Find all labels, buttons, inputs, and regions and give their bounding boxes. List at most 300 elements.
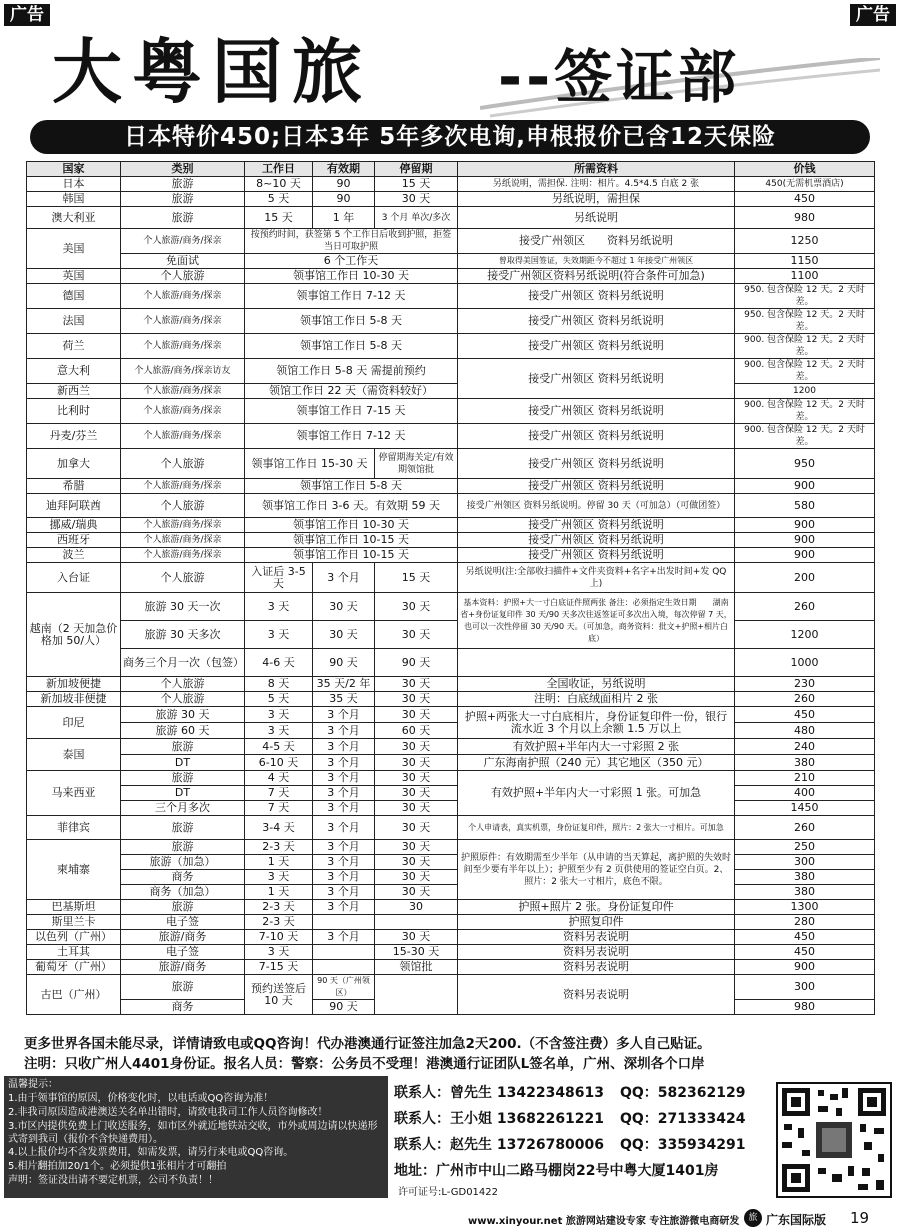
table-cell: 领事馆工作日 10-30 天 [245,269,458,284]
table-cell: 3 天 [245,593,313,621]
table-row [27,254,875,269]
table-cell: 个人旅游/商务/探亲 [121,548,245,563]
table-cell: 个人旅游/商务/探亲访友 [121,359,245,384]
table-cell: 另纸说明(注:全部收扫描件+文件夹资料+名字+出发时间+发 QQ 上) [458,563,735,593]
footer-website[interactable]: www.xinyour.net 旅游网站建设专家 专注旅游微电商研发 [468,1216,740,1227]
tip-item: 2.非我司原因造成港澳送关名单出错时，请致电我司工作人员咨询修改！ [8,1107,328,1118]
table-cell: 注明：白底绒面相片 2 张 [458,692,735,707]
table-cell: 900 [735,479,875,494]
table-cell: 美国 [27,229,121,269]
table-row [27,755,875,771]
table-cell: 领事馆工作日 10-15 天 [245,548,458,563]
table-cell: 广东海南护照（240 元）其它地区（350 元） [458,755,735,771]
table-cell: 比利时 [27,399,121,424]
table-cell: 旅游 30 天 [121,707,245,723]
table-cell: 30 天 [375,755,458,771]
table-row [27,309,875,334]
table-cell: 3 天 [245,945,313,960]
table-cell [313,915,375,930]
table-cell: 护照+两张大一寸白底相片，身份证复印件一份，银行流水近 3 个月以上余额 1.5 万以上 [458,707,735,739]
tip-item: 1.由于领事馆的原因，价格变化时，以电话或QQ咨询为准！ [8,1093,274,1104]
table-cell: 450(无需机票酒店) [735,177,875,192]
table-cell: 电子签 [121,915,245,930]
table-cell: 950 [735,449,875,479]
contact-row [394,1132,772,1158]
table-row [27,707,875,723]
address: 地址：广州市中山二路马棚岗22号中粤大厦1401房 [394,1163,719,1179]
table-cell: 6-10 天 [245,755,313,771]
table-cell: 6 个工作天 [245,254,458,269]
table-row [27,885,875,900]
table-cell: 2-3 天 [245,840,313,855]
table-cell: 900 [735,518,875,533]
table-row [27,945,875,960]
table-cell: 预约送签后 10 天 [245,975,313,1015]
table-cell: 旅游 30 天多次 [121,621,245,649]
table-cell: 900. 包含保险 12 天。2 天时差。 [735,399,875,424]
table-cell: 450 [735,945,875,960]
table-cell: 3 个月 [313,707,375,723]
table-cell: 3 个月 单次/多次 [375,207,458,229]
column-header: 工作日 [245,162,313,177]
table-cell: 波兰 [27,548,121,563]
table-cell: 1 天 [245,855,313,870]
table-cell: 个人旅游/商务/探亲 [121,309,245,334]
table-cell: 接受广州领区 资料另纸说明 [458,424,735,449]
table-cell: 电子签 [121,945,245,960]
table-cell: 3 个月 [313,801,375,816]
column-header: 类别 [121,162,245,177]
table-cell: 210 [735,771,875,786]
table-cell: 90 天（广州领区） [313,975,375,1000]
table-cell: 300 [735,855,875,870]
table-cell: 旅游 [121,771,245,786]
table-cell: 领事馆工作日 5-8 天 [245,334,458,359]
table-cell: 950. 包含保险 12 天。2 天时差。 [735,309,875,334]
table-cell: 30 天 [375,786,458,801]
table-cell: 领事馆工作日 7-12 天 [245,424,458,449]
table-cell: 旅游 [121,840,245,855]
table-cell: 护照原件：有效期需至少半年（从申请的当天算起，离护照的失效时间至少要有半年以上）；护照至少有 2 页供使用的签证空白页。2、照片：2 张大一寸相片，底色不限。 [458,840,735,900]
table-cell: 澳大利亚 [27,207,121,229]
table-cell: 7 天 [245,801,313,816]
table-cell: 挪威/瑞典 [27,518,121,533]
tip-item: 3.市区内提供免费上门收送服务，如市区外就近地铁站交收，市外或周边请以快递形式寄到我司（报价不含快递费用）。 [8,1121,378,1145]
promo-banner: 日本特价450;日本3年 5年多次电询,申根报价已含12天保险 [30,120,870,154]
table-cell: 领事馆工作日 7-12 天 [245,284,458,309]
table-cell: 3 个月 [313,755,375,771]
table-row [27,960,875,975]
table-cell: 30 天 [375,855,458,870]
table-cell: 260 [735,816,875,840]
table-cell: 1 天 [245,885,313,900]
visa-price-table [26,161,875,1015]
table-cell: 90 [313,177,375,192]
table-cell: 迪拜阿联酋 [27,494,121,518]
table-row [27,786,875,801]
table-cell: 韩国 [27,192,121,207]
table-cell: 旅游 [121,739,245,755]
table-cell: 900 [735,548,875,563]
table-cell: 旅游 [121,207,245,229]
table-cell: 日本 [27,177,121,192]
qr-code-graphic [778,1084,890,1196]
table-cell: 接受广州领区 资料另纸说明 [458,229,735,254]
table-cell: 30 天 [375,771,458,786]
table-cell: 英国 [27,269,121,284]
table-cell: 260 [735,692,875,707]
page-number: 19 [850,1209,870,1227]
table-cell: 30 天 [375,870,458,885]
table-cell: 德国 [27,284,121,309]
table-row [27,975,875,1000]
table-cell: 印尼 [27,707,121,739]
table-cell: 60 天 [375,723,458,739]
table-cell: 个人旅游 [121,494,245,518]
table-row [27,533,875,548]
table-cell: 基本资料：护照+大一寸白底证件照两张 备注：必须指定生效日期 湖南省+身份证复印件 30 天/90 天多次往返签证可多次出入境，每次停留 7 天，也可以一次性停留 30 天/90 天。（可加急，商务资料：批文+护照+相片白底） [458,593,735,649]
table-cell: 菲律宾 [27,816,121,840]
table-cell: 3 天 [245,621,313,649]
table-cell: 西班牙 [27,533,121,548]
table-row [27,930,875,945]
table-row [27,816,875,840]
table-cell: 1 年 [313,207,375,229]
table-cell: 全国收证，另纸说明 [458,677,735,692]
table-cell: 30 天 [375,593,458,621]
table-cell: 30 天 [313,593,375,621]
table-cell: 另纸说明 [458,207,735,229]
table-cell: 1200 [735,384,875,399]
table-row [27,449,875,479]
table-cell: 450 [735,930,875,945]
table-cell: 法国 [27,309,121,334]
table-cell: 380 [735,885,875,900]
table-cell: 400 [735,786,875,801]
table-cell: 8 天 [245,677,313,692]
table-cell: 接受广州领区 资料另纸说明 [458,479,735,494]
table-cell: 个人旅游/商务/探亲 [121,384,245,399]
table-cell: 5 天 [245,692,313,707]
table-cell: 3 个月 [313,930,375,945]
table-row [27,479,875,494]
table-cell: 个人旅游/商务/探亲 [121,334,245,359]
table-cell: 30 [375,900,458,915]
table-cell: 丹麦/芬兰 [27,424,121,449]
table-cell: 3 个月 [313,870,375,885]
table-cell: 接受广州领区资料另纸说明(符合条件可加急) [458,269,735,284]
tips-title: 温馨提示： [8,1079,58,1090]
table-row [27,384,875,399]
contact-qq[interactable]: QQ：271333424 [620,1111,746,1127]
table-cell: 3 个月 [313,840,375,855]
table-cell: 斯里兰卡 [27,915,121,930]
table-cell: 380 [735,755,875,771]
table-cell: 35 天 [313,692,375,707]
table-cell: 2-3 天 [245,915,313,930]
table-cell: 230 [735,677,875,692]
table-cell: 3 个月 [313,771,375,786]
table-cell: 资料另表说明 [458,960,735,975]
table-cell: 领馆工作日 22 天（需资料较好） [245,384,458,399]
table-cell: 个人旅游/商务/探亲 [121,229,245,254]
table-row [27,284,875,309]
table-cell: 15 天 [375,177,458,192]
table-cell: 30 天 [313,621,375,649]
table-cell: 个人旅游 [121,449,245,479]
table-cell: 240 [735,739,875,755]
ad-label-left: 广告 [4,4,50,26]
table-cell: 接受广州领区 资料另纸说明。停留 30 天（可加急）（可做团签） [458,494,735,518]
table-row [27,801,875,816]
table-cell: 3 天 [245,707,313,723]
table-cell: 接受广州领区 资料另纸说明 [458,533,735,548]
table-cell: 380 [735,870,875,885]
table-row [27,900,875,915]
table-cell: 3 个月 [313,723,375,739]
table-cell: 越南（2 天加急价格加 50/人） [27,593,121,677]
table-cell: 3-4 天 [245,816,313,840]
table-cell: 900 [735,960,875,975]
table-cell: 3 天 [245,870,313,885]
table-row [27,229,875,254]
table-row [27,739,875,755]
tip-item: 4.以上报价均不含发票费用，如需发票，请另行来电或QQ咨询。 [8,1147,294,1158]
table-cell: 3 个月 [313,855,375,870]
table-cell: 免面试 [121,254,245,269]
table-cell [375,975,458,1015]
table-cell: 1200 [735,621,875,649]
table-cell: 新加坡便捷 [27,677,121,692]
table-cell: 接受广州领区 资料另纸说明 [458,449,735,479]
table-row [27,771,875,786]
table-cell: 7 天 [245,786,313,801]
table-cell: 3 个月 [313,563,375,593]
table-cell: 1150 [735,254,875,269]
table-cell: 950. 包含保险 12 天。2 天时差。 [735,284,875,309]
table-cell: 2-3 天 [245,900,313,915]
table-cell [313,960,375,975]
table-cell: 意大利 [27,359,121,384]
table-cell: 3 个月 [313,786,375,801]
table-cell: DT [121,755,245,771]
table-row [27,494,875,518]
table-row [27,563,875,593]
table-cell: 个人旅游 [121,692,245,707]
contact-block [394,1080,772,1184]
table-cell: 领馆批 [375,960,458,975]
department-title: --签证部 [498,43,741,111]
table-cell: 按预约时间，获签第 5 个工作日后收到护照，拒签当日可取护照 [245,229,458,254]
table-cell: 领馆工作日 5-8 天 需提前预约 [245,359,458,384]
table-cell: 入台证 [27,563,121,593]
table-cell: 个人旅游/商务/探亲 [121,424,245,449]
table-cell: 马来西亚 [27,771,121,816]
publication-logo-icon: 旅 [744,1209,762,1227]
table-row [27,855,875,870]
table-cell: 4-5 天 [245,739,313,755]
table-cell: 300 [735,975,875,1000]
table-cell: 30 天 [375,621,458,649]
column-header: 所需资料 [458,162,735,177]
table-cell: 30 天 [375,692,458,707]
table-row [27,359,875,384]
table-cell: 商务 [121,1000,245,1015]
table-cell: 领事馆工作日 10-15 天 [245,533,458,548]
table-cell: 90 天 [313,649,375,677]
table-cell: 980 [735,1000,875,1015]
table-cell: 30 天 [375,192,458,207]
table-cell: 旅游 [121,900,245,915]
table-cell: 旅游 30 天一次 [121,593,245,621]
tip-item: 5.相片翻拍加20/1个。必须提供1张相片才可翻拍 [8,1161,227,1172]
table-cell: 1300 [735,900,875,915]
contact-row [394,1106,772,1132]
table-cell: 900 [735,533,875,548]
table-cell: 个人旅游/商务/探亲 [121,518,245,533]
table-row [27,424,875,449]
table-cell: 新西兰 [27,384,121,399]
table-cell: 曾取得美国签证，失效期距今不超过 1 年接受广州领区 [458,254,735,269]
table-cell: 旅游 [121,177,245,192]
table-row [27,399,875,424]
table-cell: 资料另表说明 [458,930,735,945]
note-more-countries: 更多世界各国未能尽录，详情请致电或QQ咨询！代办港澳通行证签注加急2天200.（不含签注费）多人自己贴证。 [24,1036,711,1052]
table-cell: 200 [735,563,875,593]
page-footer [0,1206,900,1230]
table-cell: 旅游 [121,975,245,1000]
table-cell: 30 天 [375,840,458,855]
table-cell: 3 个月 [313,739,375,755]
table-cell: 个人申请表，真实机票，身份证复印件，照片：2 张大一寸相片。可加急 [458,816,735,840]
table-row [27,593,875,621]
table-cell: 90 天 [375,649,458,677]
table-cell: 商务 [121,870,245,885]
table-cell: 土耳其 [27,945,121,960]
table-cell: 15 天 [245,207,313,229]
contact-name-phone[interactable]: 联系人：赵先生 13726780006 [394,1137,605,1153]
table-cell: 250 [735,840,875,855]
table-cell: 个人旅游 [121,563,245,593]
table-cell: 另纸说明，需担保 [458,192,735,207]
table-cell: 30 天 [375,739,458,755]
table-row [27,870,875,885]
table-cell: 260 [735,593,875,621]
table-cell: 30 天 [375,816,458,840]
column-header: 价钱 [735,162,875,177]
table-cell: 个人旅游/商务/探亲 [121,284,245,309]
table-cell [375,915,458,930]
table-cell: 接受广州领区 资料另纸说明 [458,399,735,424]
column-header: 国家 [27,162,121,177]
table-cell: 480 [735,723,875,739]
headline [0,28,900,120]
table-row [27,840,875,855]
table-cell: 有效护照+半年内大一寸彩照 1 张。可加急 [458,771,735,816]
table-cell: 1100 [735,269,875,284]
table-cell: 450 [735,707,875,723]
contact-qq[interactable]: QQ：582362129 [620,1085,746,1101]
table-row [27,548,875,563]
contact-qq[interactable]: QQ：335934291 [620,1137,746,1153]
table-cell: 旅游 [121,192,245,207]
table-row [27,269,875,284]
table-cell: 资料另表说明 [458,945,735,960]
table-cell: 1000 [735,649,875,677]
table-cell [313,945,375,960]
table-cell: 希腊 [27,479,121,494]
table-cell: 旅游（加急） [121,855,245,870]
table-cell: 580 [735,494,875,518]
table-cell: 7-15 天 [245,960,313,975]
table-cell: 30 天 [375,801,458,816]
table-cell: 5 天 [245,192,313,207]
table-cell: 90 [313,192,375,207]
table-cell: 30 天 [375,885,458,900]
table-cell: 900. 包含保险 12 天。2 天时差。 [735,334,875,359]
table-cell: 三个月多次 [121,801,245,816]
table-cell: 停留期海关定/有效期领馆批 [375,449,458,479]
contact-row [394,1080,772,1106]
table-cell: 领事馆工作日 15-30 天 [245,449,375,479]
table-cell: 1250 [735,229,875,254]
table-cell: 30 天 [375,930,458,945]
table-header-row [27,162,875,177]
table-cell: DT [121,786,245,801]
table-cell: 领事馆工作日 5-8 天 [245,479,458,494]
table-cell: 个人旅游/商务/探亲 [121,533,245,548]
table-cell: 7-10 天 [245,930,313,945]
table-cell: 接受广州领区 资料另纸说明 [458,548,735,563]
brand-title: 大粤国旅 [52,31,372,113]
table-cell: 商务三个月一次（包签） [121,649,245,677]
table-cell: 泰国 [27,739,121,771]
contact-name-phone[interactable]: 联系人：王小姐 13682261221 [394,1111,605,1127]
table-cell: 护照+照片 2 张。身份证复印件 [458,900,735,915]
table-row [27,649,875,677]
table-cell: 90 天 [313,1000,375,1015]
table-cell: 900. 包含保险 12 天。2 天时差。 [735,424,875,449]
table-cell: 4 天 [245,771,313,786]
table-row [27,621,875,649]
table-cell: 护照复印件 [458,915,735,930]
table-cell: 280 [735,915,875,930]
table-row [27,692,875,707]
table-cell: 另纸说明，需担保. 注明：相片。4.5*4.5 白底 2 张 [458,177,735,192]
column-header: 有效期 [313,162,375,177]
table-row [27,518,875,533]
table-cell: 个人旅游/商务/探亲 [121,399,245,424]
table-cell [458,649,735,677]
table-cell: 领事馆工作日 5-8 天 [245,309,458,334]
table-cell: 30 天 [375,677,458,692]
table-cell: 加拿大 [27,449,121,479]
table-row [27,177,875,192]
table-cell: 35 天/2 年 [313,677,375,692]
table-cell: 1450 [735,801,875,816]
table-cell: 15 天 [375,563,458,593]
table-cell: 3 天 [245,723,313,739]
contact-name-phone[interactable]: 联系人：曾先生 13422348613 [394,1085,605,1101]
table-cell: 个人旅游 [121,677,245,692]
table-cell: 资料另表说明 [458,975,735,1015]
table-cell: 450 [735,192,875,207]
table-row [27,723,875,739]
qr-code-icon[interactable] [776,1082,892,1198]
table-cell: 4-6 天 [245,649,313,677]
table-cell: 30 天 [375,707,458,723]
table-cell: 接受广州领区 资料另纸说明 [458,309,735,334]
